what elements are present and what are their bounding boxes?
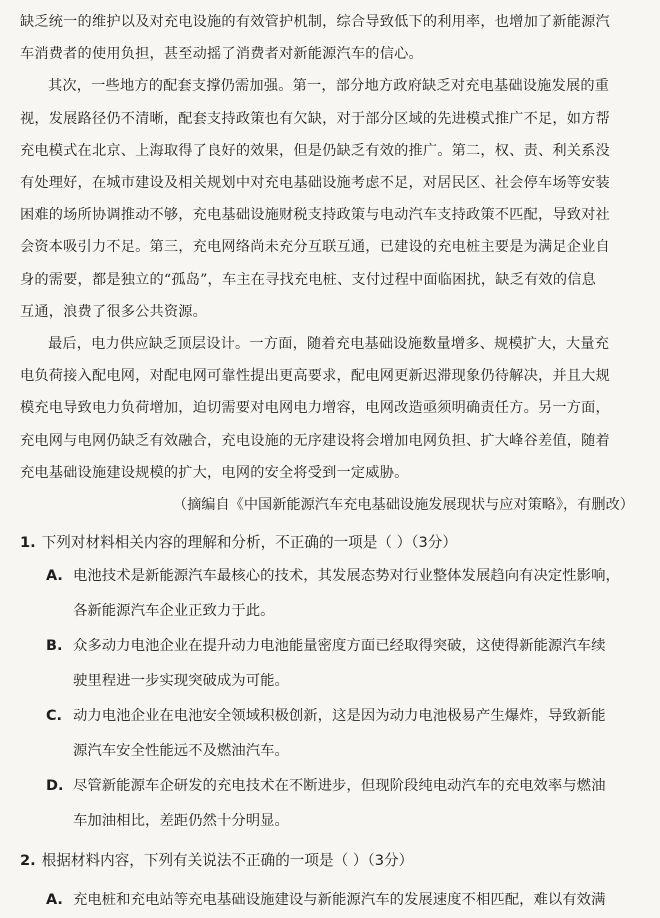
question-text: 下列对材料相关内容的理解和分析，不正确的一项是（ ）（3分）	[41, 534, 457, 552]
paragraph-line: 缺乏统一的维护以及对充电设施的有效管护机制，综合导致低下的利用率，也增加了新能源汽	[20, 14, 610, 30]
option-letter: D.	[46, 778, 64, 795]
option-text: 源汽车安全性能远不及燃油汽车。	[73, 743, 289, 760]
paragraph-line: 充电模式在北京、上海取得了良好的效果，但是仍缺乏有效的推广。第二，权、责、利关系没	[20, 142, 610, 159]
question-number: 1.	[20, 534, 36, 552]
question-stem	[20, 845, 642, 877]
paragraph-line: 互通，浪费了很多公共资源。	[20, 303, 208, 320]
question-1	[20, 527, 642, 839]
question-stem	[20, 527, 642, 559]
paragraph-line: 车消费者的使用负担，甚至动摇了消费者对新能源汽车的信心。	[20, 46, 423, 63]
option-text: 充电桩和充电站等充电基础设施建设与新能源汽车的发展速度不相匹配，难以有效满	[73, 892, 606, 909]
option-letter: A.	[46, 892, 63, 909]
option-text: 电池技术是新能源汽车最核心的技术，其发展态势对行业整体发展趋向有决定性影响，	[73, 568, 620, 585]
paragraph-2	[20, 70, 642, 328]
paragraph-3	[20, 328, 642, 489]
question-2	[20, 845, 642, 918]
option-c[interactable]	[20, 699, 642, 769]
option-text: 驶里程进一步实现突破成为可能。	[73, 673, 289, 690]
paragraph-line: 充电网与电网仍缺乏有效融合，充电设施的无序建设将会增加电网负担、扩大峰谷差值，随着	[20, 432, 610, 449]
paragraph-line: 有处理好，在城市建设及相关规划中对充电基础设施考虑不足，对居民区、社会停车场等安装	[20, 175, 610, 192]
question-number: 2.	[20, 852, 36, 870]
option-text: 车加油相比，差距仍然十分明显。	[73, 813, 289, 830]
paragraph-line: 会资本吸引力不足。第三，充电网络尚未充分互联互通，已建设的充电桩主要是为满足企业自	[20, 239, 610, 256]
paragraph-1	[20, 6, 642, 70]
option-text: 众多动力电池企业在提升动力电池能量密度方面已经取得突破，这使得新能源汽车续	[73, 638, 606, 655]
option-letter: B.	[46, 638, 63, 655]
paragraph-line: 最后，电力供应缺乏顶层设计。一方面，随着充电基础设施数量增多、规模扩大，大量充	[48, 336, 610, 353]
source-citation: （摘编自《中国新能源汽车充电基础设施发展现状与应对策略》，有删改）	[172, 497, 634, 514]
question-text: 根据材料内容，下列有关说法不正确的一项是（ ）（3分）	[41, 852, 414, 870]
option-text: 各新能源汽车企业正致力于此。	[73, 603, 275, 620]
option-a[interactable]	[20, 883, 642, 918]
paragraph-line: 充电基础设施建设规模的扩大，电网的安全将受到一定威胁。	[20, 464, 409, 481]
paragraph-line: 困难的场所协调推动不够，充电基础设施财税支持政策与电动汽车支持政策不匹配，导致对社	[20, 207, 610, 224]
option-letter: C.	[46, 708, 63, 725]
option-a[interactable]	[20, 559, 642, 629]
option-text: 尽管新能源车企研发的充电技术在不断进步，但现阶段纯电动汽车的充电效率与燃油	[73, 778, 606, 795]
passage	[20, 6, 642, 521]
paragraph-line: 视，发展路径仍不清晰，配套支持政策也有欠缺，对于部分区域的先进模式推广不足，如方帮	[20, 110, 610, 127]
option-text: 动力电池企业在电池安全领域积极创新，这是因为动力电池极易产生爆炸，导致新能	[73, 708, 606, 725]
option-d[interactable]	[20, 769, 642, 839]
option-b[interactable]	[20, 629, 642, 699]
option-letter: A.	[46, 568, 63, 585]
paragraph-line: 模充电导致电力负荷增加，迫切需要对电网电力增容，电网改造亟须明确责任方。另一方面，	[20, 400, 610, 417]
paragraph-line: 电负荷接入配电网，对配电网可靠性提出更高要求，配电网更新迟滞现象仍待解决，并且大规	[20, 368, 610, 385]
paragraph-line: 其次，一些地方的配套支撑仍需加强。第一，部分地方政府缺乏对充电基础设施发展的重	[48, 78, 610, 95]
paragraph-line: 身的需要，都是独立的“孤岛”，车主在寻找充电桩、支付过程中面临困扰，缺乏有效的信息	[20, 271, 597, 288]
